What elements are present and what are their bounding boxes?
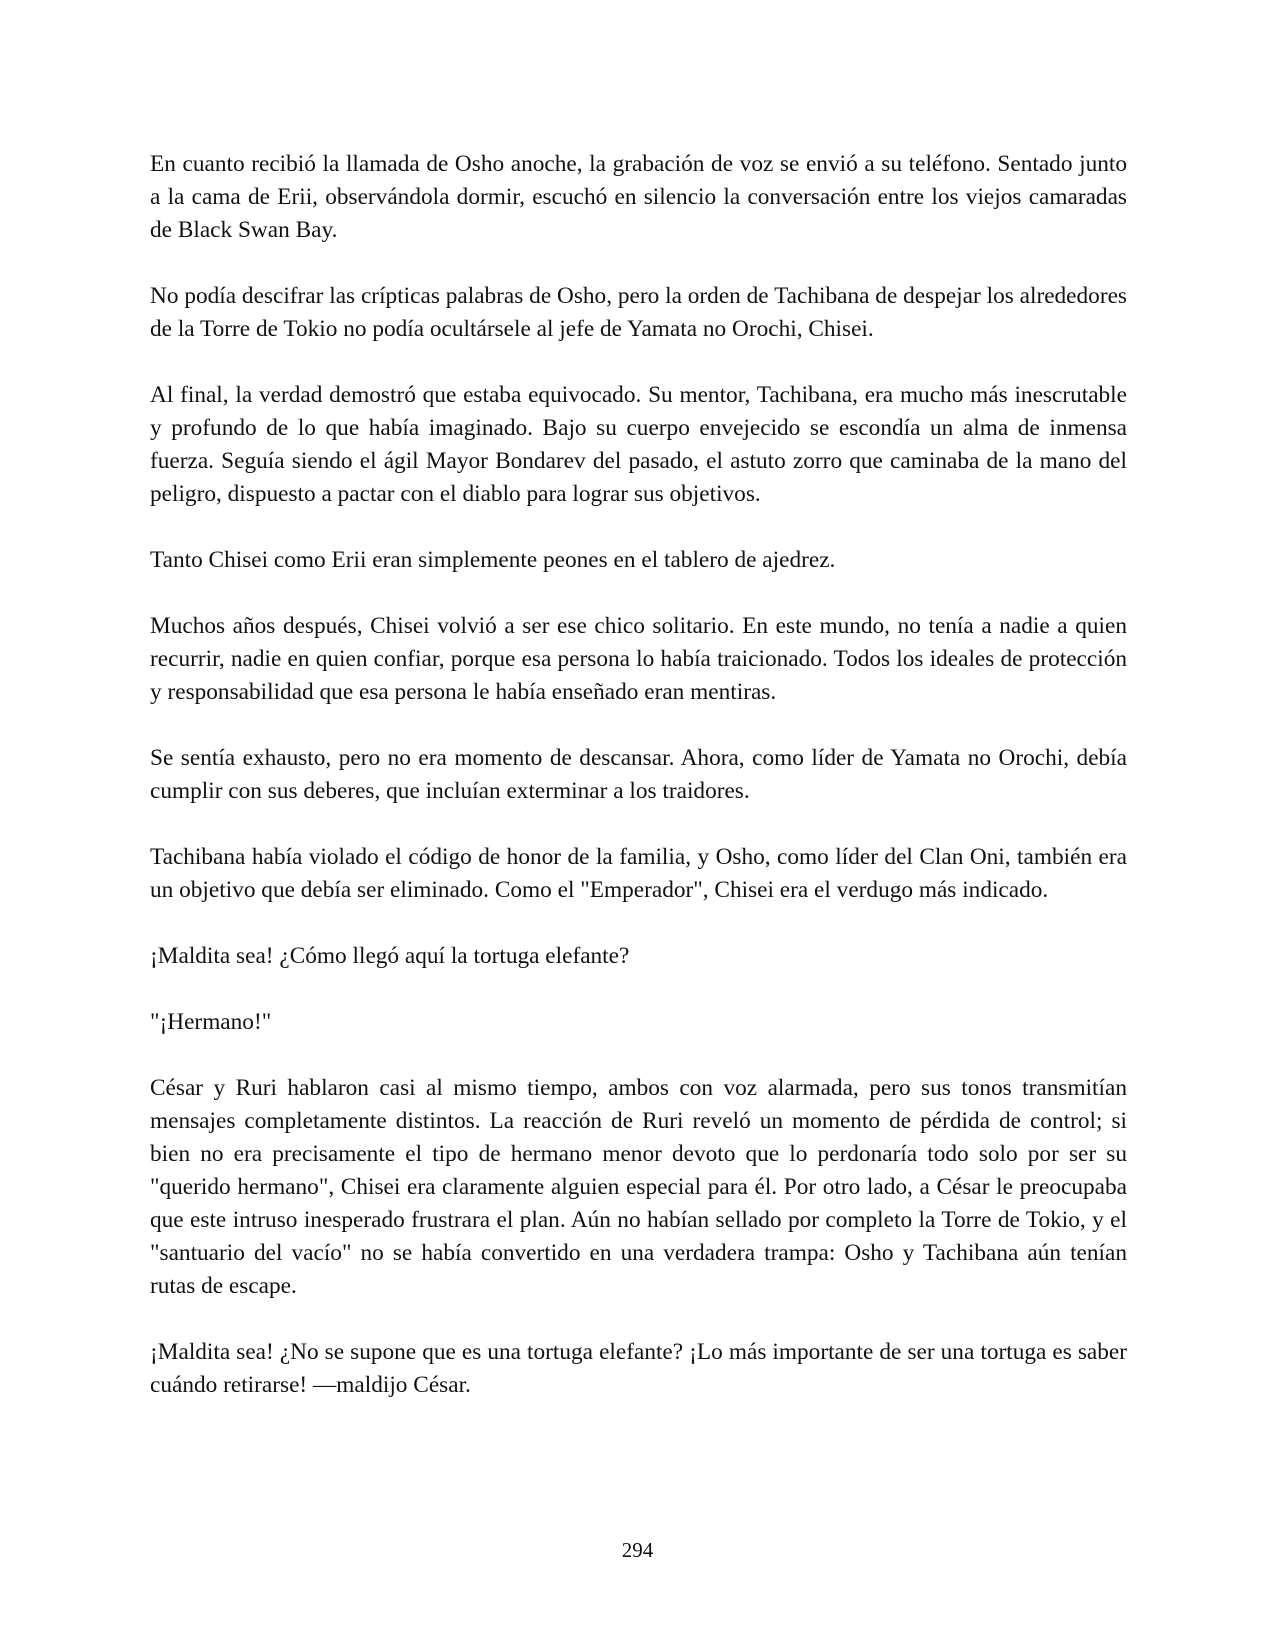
page-body (150, 148, 1127, 1402)
paragraph: Se sentía exhausto, pero no era momento de descansar. Ahora, como líder de Yamata no Orochi, debía cumplir con sus deberes, que incluían exterminar a los traidores. (150, 745, 1127, 804)
paragraph: César y Ruri hablaron casi al mismo tiempo, ambos con voz alarmada, pero sus tonos transmitían mensajes completamente distintos. La reacción de Ruri reveló un momento de pérdida de control; si bien no era precisamente el tipo de hermano menor devoto que lo perdonaría todo solo por ser su "querido hermano", Chisei era claramente alguien especial para él. Por otro lado, a César le preocupaba que este intruso inesperado frustrara el plan. Aún no habían sellado por completo la Torre de Tokio, y el "santuario del vacío" no se había convertido en una verdadera trampa: Osho y Tachibana aún tenían rutas de escape. (150, 1075, 1127, 1299)
page-number: 294 (621, 1538, 654, 1562)
paragraph: Tachibana había violado el código de honor de la familia, y Osho, como líder del Clan Oni, también era un objetivo que debía ser eliminado. Como el "Emperador", Chisei era el verdugo más indicado. (150, 844, 1127, 903)
paragraph: ¡Maldita sea! ¿No se supone que es una tortuga elefante? ¡Lo más importante de ser una tortuga es saber cuándo retirarse! —maldijo César. (150, 1339, 1127, 1398)
paragraph: ¡Maldita sea! ¿Cómo llegó aquí la tortuga elefante? (150, 943, 630, 969)
paragraph: En cuanto recibió la llamada de Osho anoche, la grabación de voz se envió a su teléfono. Sentado junto a la cama de Erii, observándola dormir, escuchó en silencio la conversación entre los viejos camaradas de Black Swan Bay. (150, 151, 1127, 243)
paragraph: No podía descifrar las crípticas palabras de Osho, pero la orden de Tachibana de despejar los alrededores de la Torre de Tokio no podía ocultársele al jefe de Yamata no Orochi, Chisei. (150, 283, 1127, 342)
paragraph: "¡Hermano!" (150, 1009, 272, 1035)
paragraph: Tanto Chisei como Erii eran simplemente peones en el tablero de ajedrez. (150, 547, 836, 573)
paragraph: Muchos años después, Chisei volvió a ser ese chico solitario. En este mundo, no tenía a nadie a quien recurrir, nadie en quien confiar, porque esa persona lo había traicionado. Todos los ideales de protección y responsabilidad que esa persona le había enseñado eran mentiras. (150, 613, 1127, 705)
paragraph: Al final, la verdad demostró que estaba equivocado. Su mentor, Tachibana, era mucho más inescrutable y profundo de lo que había imaginado. Bajo su cuerpo envejecido se escondía un alma de inmensa fuerza. Seguía siendo el ágil Mayor Bondarev del pasado, el astuto zorro que caminaba de la mano del peligro, dispuesto a pactar con el diablo para lograr sus objetivos. (150, 382, 1127, 507)
